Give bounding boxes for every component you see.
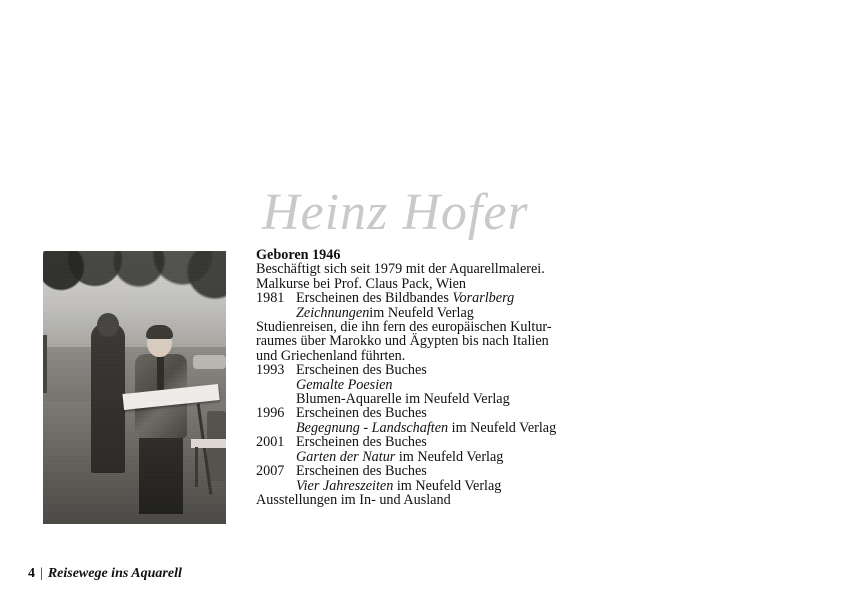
entry-2007-text-after: im Neufeld Verlag (393, 477, 502, 494)
entry-2007-year: 2007 (256, 463, 285, 480)
closing-line: Ausstellungen im In- und Ausland (256, 491, 451, 508)
footer-separator: | (40, 566, 43, 581)
entry-2001-text-after: im Neufeld Verlag (395, 448, 504, 465)
entry-1981-text-after: im Neufeld Verlag (369, 304, 474, 321)
page-title: Heinz Hofer (262, 184, 529, 241)
page-footer (28, 566, 182, 582)
entry-1996-title: Begegnung - Landschaften (296, 419, 449, 436)
entry-1996-title-line (256, 421, 576, 435)
entry-2001 (256, 435, 576, 449)
entry-1981-second-line (256, 306, 576, 320)
entry-1996-text-after: im Neufeld Verlag (448, 419, 557, 436)
entry-2007 (256, 464, 576, 478)
photo-lamp-post (43, 335, 47, 393)
photo-statue-head (97, 313, 119, 337)
entry-1993 (256, 363, 576, 377)
photo-statue-body (91, 323, 125, 473)
birth-year-line: Geboren 1946 (256, 247, 341, 263)
footer-page-number: 4 (28, 566, 35, 581)
entry-2001-title-line (256, 450, 576, 464)
entry-1981-body (296, 291, 576, 305)
entry-1981-year: 1981 (256, 290, 285, 307)
entry-1996-year: 1996 (256, 405, 285, 422)
photo-artist-tie (157, 357, 164, 391)
entry-1993-extra: Blumen-Aquarelle im Neufeld Verlag (296, 391, 510, 408)
entry-1996-text: Erscheinen des Buches (296, 405, 427, 422)
photo-table-leg (195, 447, 198, 487)
artist-photo (43, 251, 226, 524)
entry-2001-title: Garten der Natur (296, 448, 396, 465)
entry-1993-title-line (256, 378, 576, 392)
entry-1993-extra-line (256, 392, 576, 406)
entry-2007-title: Vier Jahreszeiten (296, 477, 394, 494)
footer-book-title: Reisewege ins Aquarell (47, 566, 182, 581)
entry-1993-text: Erscheinen des Buches (296, 362, 427, 379)
travel-line-2: raumes über Marokko und Ägypten bis nach Italien (256, 333, 549, 350)
biography-text (256, 248, 576, 507)
intro-line-2: Malkurse bei Prof. Claus Pack, Wien (256, 275, 466, 292)
entry-1981-text-before: Erscheinen des Bildbandes (296, 290, 453, 307)
entry-2007-title-line (256, 479, 576, 493)
intro-line-1: Beschäftigt sich seit 1979 mit der Aquarellmalerei. (256, 261, 545, 278)
photo-trees (43, 251, 226, 355)
travel-line-1: Studienreisen, die ihn fern des europäischen Kultur- (256, 319, 552, 336)
entry-2001-year: 2001 (256, 434, 285, 451)
entry-1981-title-2: Zeichnungen (296, 304, 370, 321)
entry-1996 (256, 406, 576, 420)
entry-1981 (256, 291, 576, 305)
photo-artist-hair (146, 325, 173, 339)
entry-2001-text: Erscheinen des Buches (296, 434, 427, 451)
travel-line-3: und Griechenland führten. (256, 347, 406, 364)
entry-1993-year: 1993 (256, 362, 285, 379)
entry-1993-title: Gemalte Poesien (296, 376, 393, 393)
photo-car (193, 355, 226, 369)
entry-2007-text: Erscheinen des Buches (296, 463, 427, 480)
photo-artist-legs (139, 436, 183, 514)
entry-1981-title: Vorarlberg (452, 290, 515, 307)
